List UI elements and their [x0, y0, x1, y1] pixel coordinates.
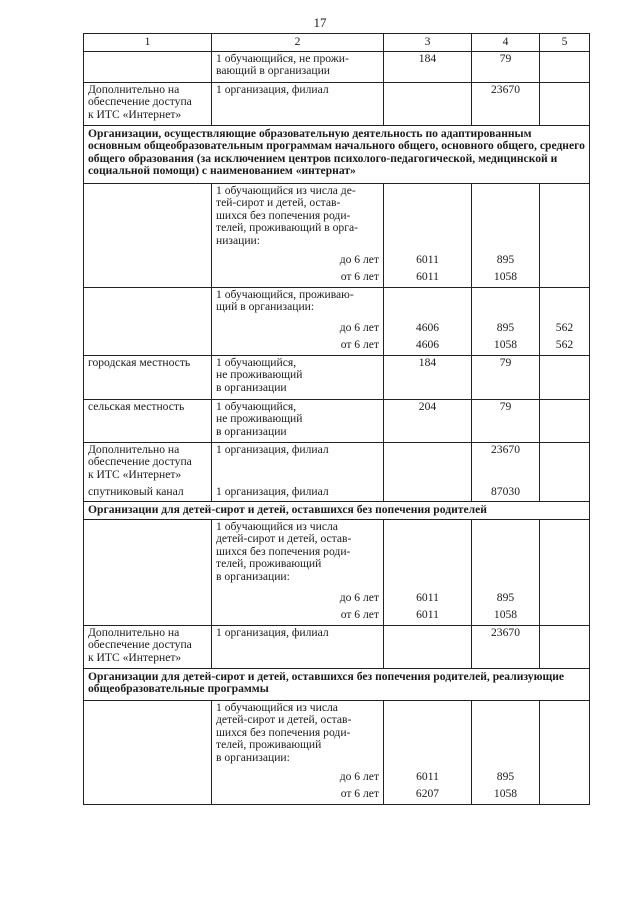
cell — [84, 519, 212, 591]
cell — [84, 591, 212, 608]
cell — [540, 442, 590, 485]
section-heading: Организации, осуществляющие образовательную деятельность по адаптированным основным общеобразовательным программам начального общего, основного общего, среднего общего образования (за исключением центров психолого-педагогической, медицинской и социальной помощи) с наименованием «интернат» — [84, 125, 590, 183]
cell: 79 — [472, 355, 540, 399]
table-row — [84, 270, 590, 287]
cell: 6011 — [384, 770, 472, 787]
cell — [540, 399, 590, 442]
cell: 79 — [472, 51, 540, 82]
cell: 1 организация, филиал — [212, 485, 384, 501]
cell — [540, 183, 590, 253]
cell: 1 обучающийся, не проживающий в организации — [212, 399, 384, 442]
cell: 23670 — [472, 442, 540, 485]
cell — [540, 287, 590, 321]
cell: от 6 лет — [212, 787, 384, 804]
cell: 1 обучающийся из числа детей-сирот и детей, остав- шихся без попечения роди- телей, проживающий в организации: — [212, 700, 384, 770]
cell: 1058 — [472, 338, 540, 355]
table-row — [84, 608, 590, 625]
table-row — [84, 82, 590, 125]
table-row — [84, 442, 590, 485]
cell: 1 обучающийся, проживаю- щий в организации: — [212, 287, 384, 321]
cell: 1058 — [472, 787, 540, 804]
cell: Дополнительно на обеспечение доступа к ИТС «Интернет» — [84, 625, 212, 668]
cell: 895 — [472, 253, 540, 270]
cell — [84, 183, 212, 253]
cell — [84, 253, 212, 270]
cell — [472, 519, 540, 591]
cell: спутниковый канал — [84, 485, 212, 501]
cell — [540, 82, 590, 125]
cell: 1 организация, филиал — [212, 82, 384, 125]
cell — [540, 485, 590, 501]
column-header: 4 — [472, 34, 540, 52]
cell — [472, 183, 540, 253]
table-row — [84, 625, 590, 668]
cell: 79 — [472, 399, 540, 442]
cell — [384, 442, 472, 485]
cell: 1058 — [472, 270, 540, 287]
cell — [384, 183, 472, 253]
table-row — [84, 591, 590, 608]
cell: 4606 — [384, 338, 472, 355]
cell: сельская местность — [84, 399, 212, 442]
cell: 184 — [384, 355, 472, 399]
table-row — [84, 399, 590, 442]
cell: Дополнительно на обеспечение доступа к ИТС «Интернет» — [84, 82, 212, 125]
cell — [540, 625, 590, 668]
cell — [84, 770, 212, 787]
cell: 204 — [384, 399, 472, 442]
cell: Дополнительно на обеспечение доступа к ИТС «Интернет» — [84, 442, 212, 485]
column-header: 3 — [384, 34, 472, 52]
cell — [384, 519, 472, 591]
cell — [540, 51, 590, 82]
cell — [384, 485, 472, 501]
table-row — [84, 485, 590, 501]
cell: до 6 лет — [212, 591, 384, 608]
cell: 6207 — [384, 787, 472, 804]
table-row — [84, 338, 590, 355]
cell — [84, 51, 212, 82]
cell — [84, 338, 212, 355]
cell: до 6 лет — [212, 321, 384, 338]
cell — [84, 287, 212, 321]
cell — [84, 608, 212, 625]
section-heading: Организации для детей-сирот и детей, оставшихся без попечения родителей — [84, 501, 590, 519]
cell: 6011 — [384, 253, 472, 270]
cell: от 6 лет — [212, 338, 384, 355]
cell — [84, 270, 212, 287]
cell: 1 обучающийся из числа де- тей-сирот и детей, остав- шихся без попечения роди- телей, проживающий в орга- низации: — [212, 183, 384, 253]
cell — [84, 321, 212, 338]
cell: 23670 — [472, 625, 540, 668]
cell: 562 — [540, 321, 590, 338]
table-row — [84, 51, 590, 82]
cell: 1 обучающийся, не проживающий в организации — [212, 355, 384, 399]
cell — [472, 287, 540, 321]
cell: 87030 — [472, 485, 540, 501]
cell: 562 — [540, 338, 590, 355]
cell — [84, 787, 212, 804]
cell: 895 — [472, 591, 540, 608]
cell: 184 — [384, 51, 472, 82]
cell: 1058 — [472, 608, 540, 625]
section-heading-row — [84, 125, 590, 183]
column-header: 5 — [540, 34, 590, 52]
cell — [540, 355, 590, 399]
page-number: 17 — [313, 15, 327, 30]
cell — [84, 700, 212, 770]
table-row — [84, 287, 590, 321]
table-row — [84, 183, 590, 253]
cell: 6011 — [384, 270, 472, 287]
table-row — [84, 770, 590, 787]
cell — [540, 270, 590, 287]
header-row — [84, 34, 590, 52]
cell: до 6 лет — [212, 253, 384, 270]
table-row — [84, 787, 590, 804]
cell: 895 — [472, 321, 540, 338]
cell: от 6 лет — [212, 608, 384, 625]
section-heading-row — [84, 501, 590, 519]
cell: 4606 — [384, 321, 472, 338]
cell — [540, 591, 590, 608]
cell — [540, 608, 590, 625]
section-heading-row — [84, 668, 590, 700]
cell: городская местность — [84, 355, 212, 399]
cell — [384, 625, 472, 668]
cell — [384, 82, 472, 125]
cell: 1 обучающийся из числа детей-сирот и детей, остав- шихся без попечения роди- телей, проживающий в организации: — [212, 519, 384, 591]
cell: 1 обучающийся, не прожи- вающий в организации — [212, 51, 384, 82]
table-row — [84, 253, 590, 270]
cell: до 6 лет — [212, 770, 384, 787]
cell — [384, 700, 472, 770]
cell — [540, 519, 590, 591]
table-row — [84, 355, 590, 399]
cell — [540, 787, 590, 804]
table-row — [84, 519, 590, 591]
cell — [540, 253, 590, 270]
column-header: 1 — [84, 34, 212, 52]
cell — [384, 287, 472, 321]
table-row — [84, 700, 590, 770]
cell: 895 — [472, 770, 540, 787]
cell — [540, 700, 590, 770]
cell — [540, 770, 590, 787]
cell: 6011 — [384, 608, 472, 625]
cell: 23670 — [472, 82, 540, 125]
cell: от 6 лет — [212, 270, 384, 287]
cell: 1 организация, филиал — [212, 625, 384, 668]
table-row — [84, 321, 590, 338]
tariff-table — [83, 33, 590, 805]
section-heading: Организации для детей-сирот и детей, оставшихся без попечения родителей, реализующие общеобразовательные программы — [84, 668, 590, 700]
cell: 6011 — [384, 591, 472, 608]
column-header: 2 — [212, 34, 384, 52]
cell — [472, 700, 540, 770]
cell: 1 организация, филиал — [212, 442, 384, 485]
